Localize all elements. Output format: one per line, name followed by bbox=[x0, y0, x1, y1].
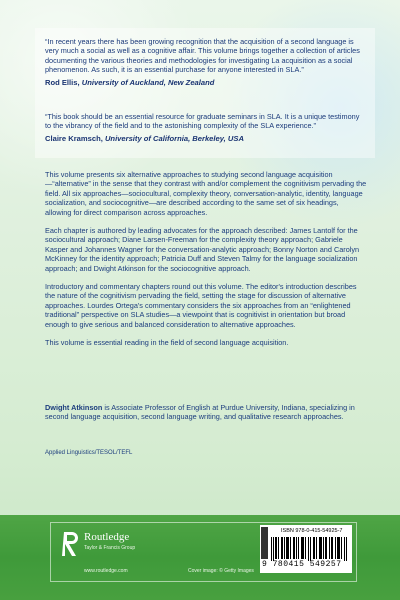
description-paragraph: This volume presents six alternative approaches to studying second language acquisition—“alternative” in the sense that they contrast with and/or complement the cognitivism pervading the field. All six approaches—sociocultural, complexity theory, conversation-analytic, identity, language socialization, and sociocognitive—are described according to the same set of six headings, allowing for direct comparison across approaches. bbox=[45, 170, 367, 217]
cover-credit: Cover image: © Getty Images bbox=[188, 568, 254, 574]
description-paragraph: Each chapter is authored by leading advocates for the approach described: James Lantolf for the sociocultural approach; Diane Larsen-Freeman for the complexity theory approach; Gabriele Kasper and Johannes Wagner for the conversation-analytic approach; Bonny Norton and Carolyn McKinney for the identity approach; Patricia Duff and Steven Talmy for the language socialization approach; and Dwight Atkinson for the sociocognitive approach. bbox=[45, 226, 360, 273]
quote-text: “In recent years there has been growing recognition that the acquisition of a second language is very much a social as well as a cognitive affair. This volume brings together a collection of articles documenting the various theories and methodologies for investigating La acquisition as a social phenomenon. As such, it is an essential purchase for anyone interested in SLA.” bbox=[45, 37, 360, 75]
publisher-group: Taylor & Francis Group bbox=[84, 545, 136, 551]
quote-affiliation: University of Auckland, New Zealand bbox=[81, 77, 215, 87]
endorsement-quote bbox=[45, 112, 367, 143]
author-bio-text: is Associate Professor of English at Purdue University, Indiana, specializing in second language acquisition, second language writing, and qualitative research approaches. bbox=[45, 403, 355, 422]
quote-author: Rod Ellis, bbox=[45, 77, 80, 87]
description-paragraph: Introductory and commentary chapters round out this volume. The editor's introduction describes the nature of the cognitivism pervading the field, setting the stage for discussion of alternative approaches. Lourdes Ortega's commentary considers the six approaches from an “enlightened traditional” perspective on SLA studies—a viewpoint that is cognitivist in orientation but broad enough to give serious and balanced consideration to alternative approaches. bbox=[45, 282, 357, 329]
author-bio bbox=[45, 403, 367, 422]
endorsement-quote bbox=[45, 37, 367, 87]
quote-attribution bbox=[45, 78, 367, 87]
quote-affiliation: University of California, Berkeley, USA bbox=[104, 133, 244, 143]
quote-author: Claire Kramsch, bbox=[45, 133, 103, 143]
author-name: Dwight Atkinson bbox=[45, 403, 103, 412]
publisher-name: Routledge bbox=[84, 531, 130, 543]
ean-number: 9 780415 549257 bbox=[262, 560, 342, 569]
description-paragraph: This volume is essential reading in the field of second language acquisition. bbox=[45, 338, 289, 348]
publisher-url[interactable]: www.routledge.com bbox=[84, 568, 128, 574]
quote-text: “This book should be an essential resource for graduate seminars in SLA. It is a unique testimony to the vibrancy of the field and to the astonishing complexity of the SLA experience.” bbox=[45, 112, 360, 131]
routledge-r-logo-icon bbox=[62, 530, 80, 558]
barcode-bars-icon bbox=[271, 537, 349, 561]
isbn-text: ISBN 978-0-415-54925-7 bbox=[281, 528, 343, 534]
description bbox=[45, 170, 367, 357]
quote-attribution bbox=[45, 134, 367, 143]
subject-category: Applied Linguistics/TESOL/TEFL bbox=[45, 450, 133, 456]
barcode-side-strip bbox=[261, 527, 268, 559]
